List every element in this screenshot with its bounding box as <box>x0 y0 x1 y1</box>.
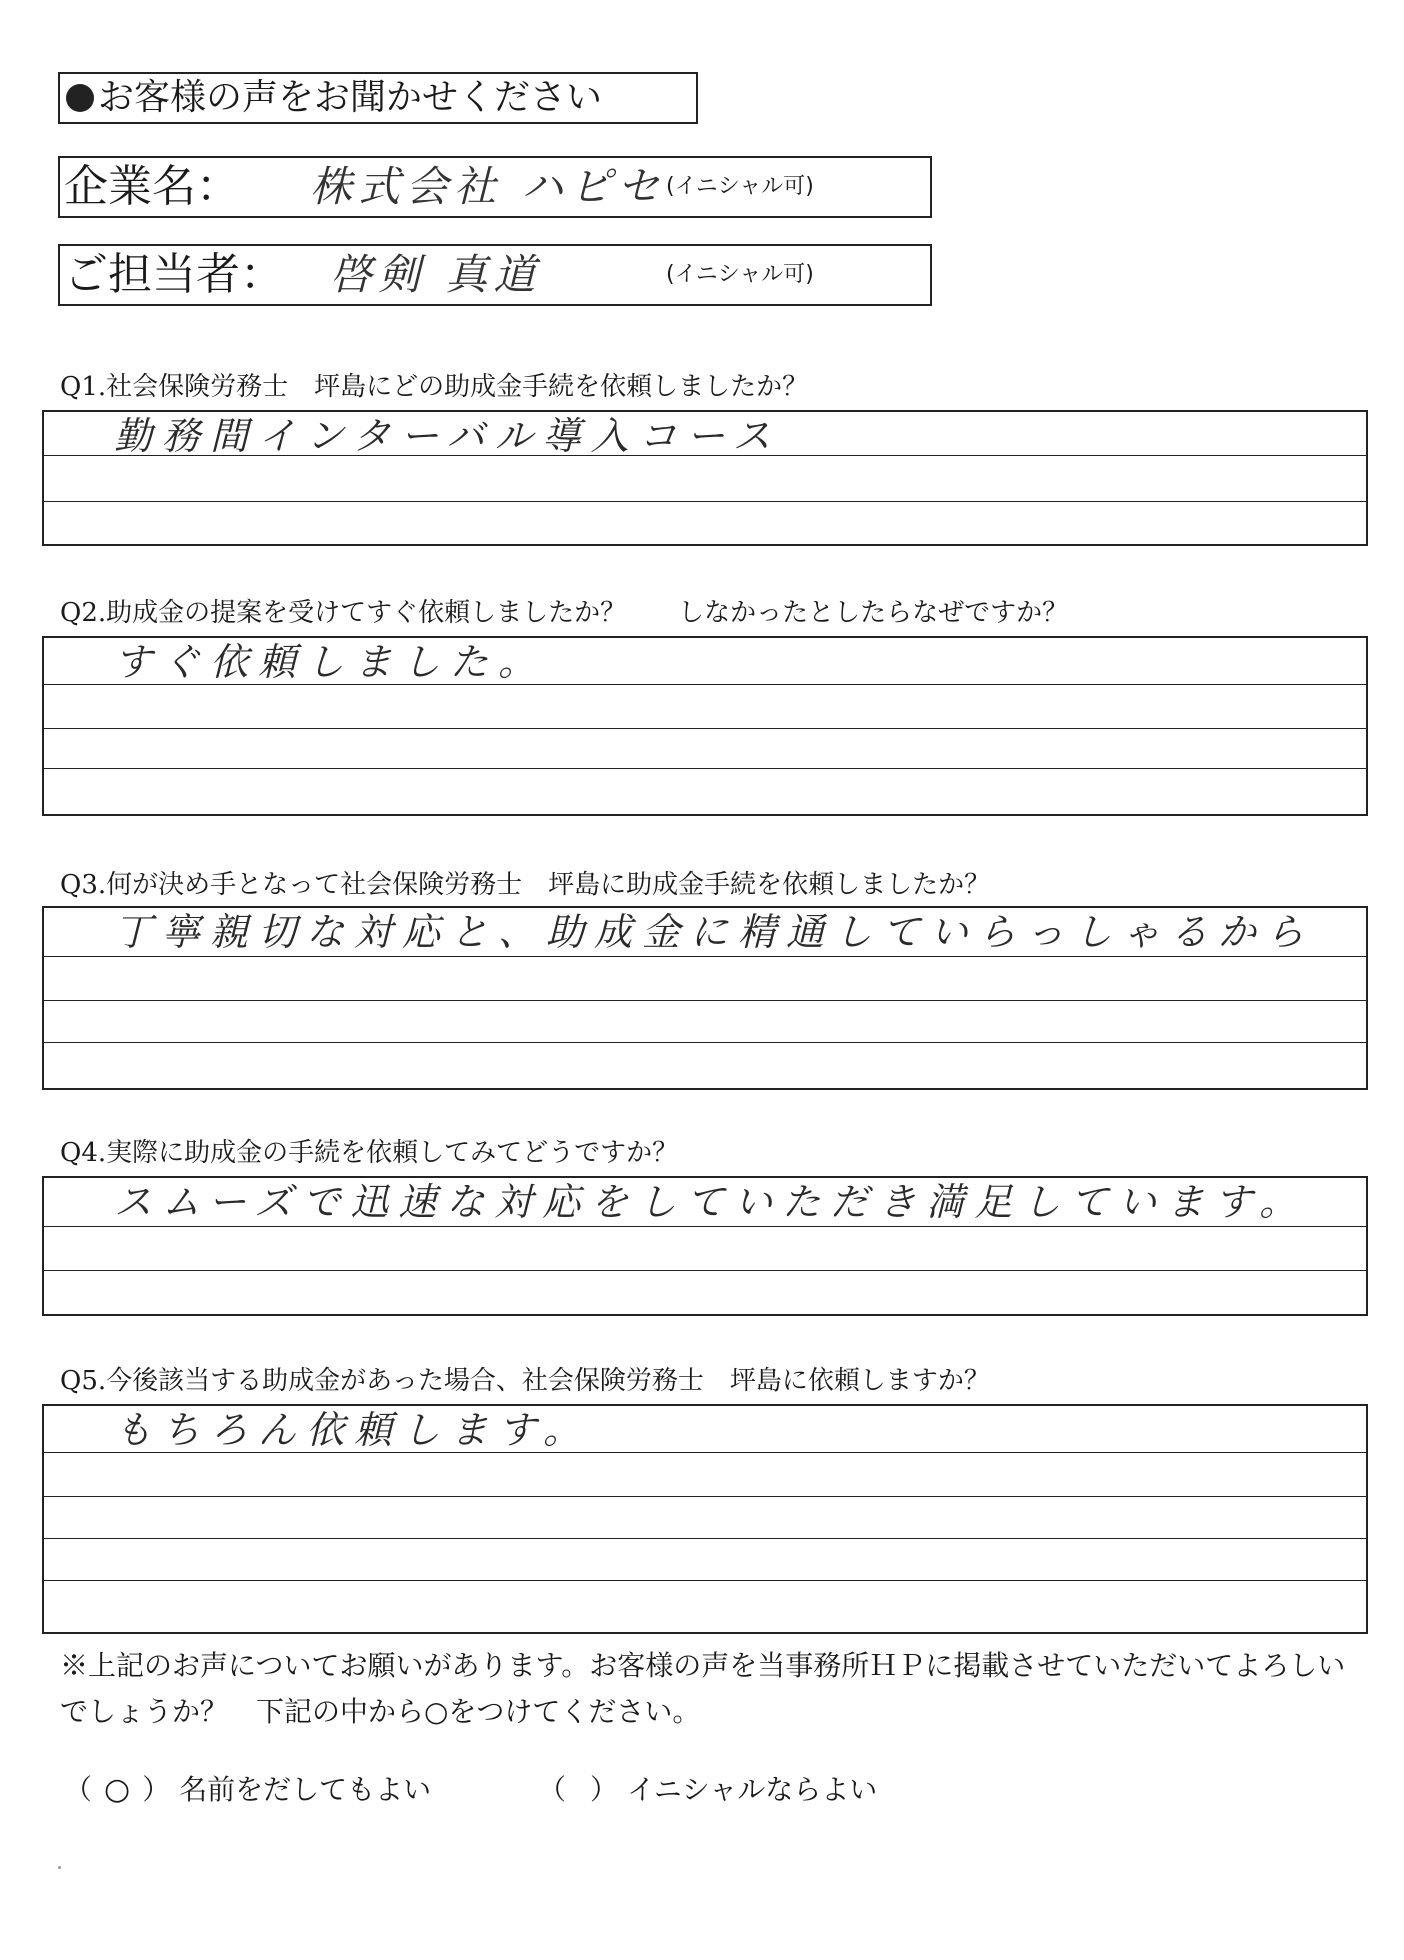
option-label: 名前をだしてもよい <box>179 1773 432 1806</box>
option-mark: ○ <box>104 1772 131 1807</box>
form-title <box>58 72 698 124</box>
consent-option-name[interactable] <box>64 1770 431 1810</box>
answer-rule <box>44 1538 1366 1539</box>
option-label: イニシャルならよい <box>626 1773 878 1806</box>
contact-note: (イニシャル可) <box>666 262 814 287</box>
answer-rule <box>44 1226 1366 1227</box>
contact-value: 啓剣 真道 <box>330 250 542 299</box>
question-4: Q4.実際に助成金の手続を依頼してみてどうですか？ <box>60 1138 679 1168</box>
answer-rule <box>44 1000 1366 1001</box>
answer-3: 丁寧親切な対応と、助成金に精通していらっしゃるから <box>114 910 1315 954</box>
scan-speck <box>58 1866 61 1869</box>
question-5: Q5.今後該当する助成金があった場合、社会保険労務士 坪島に依頼しますか？ <box>60 1366 990 1396</box>
answer-rule <box>44 1496 1366 1497</box>
answer-rule <box>44 1452 1366 1453</box>
answer-4: スムーズで迅速な対応をしていただき満足しています。 <box>114 1180 1308 1224</box>
company-label: 企業名： <box>64 161 240 212</box>
option-mark <box>566 1772 590 1807</box>
answer-box-3 <box>42 906 1368 1090</box>
option-open-paren: （ <box>64 1773 93 1806</box>
answer-rule <box>44 768 1366 769</box>
answer-box-2 <box>42 636 1368 816</box>
answer-box-5 <box>42 1404 1368 1634</box>
question-2: Q2.助成金の提案を受けてすぐ依頼しましたか？ しなかったとしたらなぜですか？ <box>60 598 1069 628</box>
answer-5: もちろん依頼します。 <box>114 1408 591 1452</box>
answer-rule <box>44 728 1366 729</box>
answer-box-1 <box>42 410 1368 546</box>
answer-1: 勤務間インターバル導入コース <box>114 414 781 458</box>
question-3: Q3.何が決め手となって社会保険労務士 坪島に助成金手続を依頼しましたか？ <box>60 870 991 900</box>
answer-rule <box>44 956 1366 957</box>
answer-rule <box>44 501 1366 502</box>
option-open-paren: （ <box>538 1773 567 1806</box>
answer-rule <box>44 1580 1366 1581</box>
consent-notice: ※上記のお声についてお願いがあります。お客様の声を当事務所ＨＰに掲載させていただいてよろしいでしょうか？ 下記の中から○をつけてください。 <box>60 1649 1346 1728</box>
answer-box-4 <box>42 1176 1368 1316</box>
option-close-paren: ） <box>590 1773 619 1806</box>
answer-rule <box>44 1042 1366 1043</box>
form-title-text: お客様の声をお聞かせください <box>98 77 603 118</box>
consent-option-initial[interactable] <box>538 1770 877 1810</box>
contact-label: ご担当者： <box>64 249 284 300</box>
company-value: 株式会社 ハピセ <box>310 162 666 211</box>
company-field <box>58 156 932 218</box>
bullet-icon <box>66 84 94 112</box>
answer-rule <box>44 1270 1366 1271</box>
company-note: (イニシャル可) <box>666 174 814 199</box>
option-close-paren: ） <box>142 1773 171 1806</box>
answer-2: すぐ依頼しました。 <box>114 640 547 684</box>
answer-rule <box>44 684 1366 685</box>
contact-field <box>58 244 932 306</box>
question-1: Q1.社会保険労務士 坪島にどの助成金手続を依頼しましたか？ <box>60 372 809 402</box>
